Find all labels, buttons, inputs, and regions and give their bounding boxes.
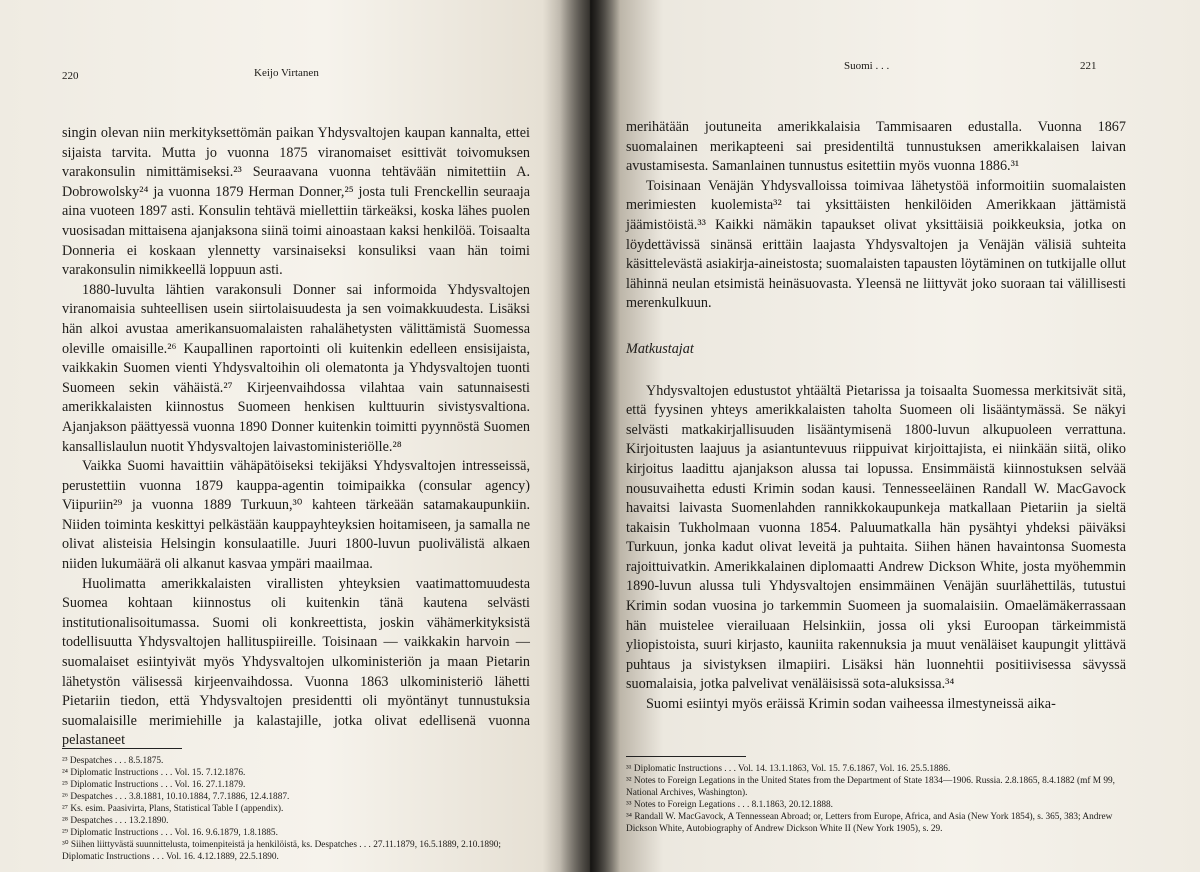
footnotes	[62, 748, 532, 863]
footnote: ³² Notes to Foreign Legations in the United States from the Department of State 1834—1906. Russia. 2.8.1865, 8.4.1882 (mf M 99, National Archives, Washington).	[626, 776, 1115, 798]
footnotes	[626, 756, 1136, 835]
page-number: 221	[1080, 60, 1097, 72]
paragraph: merihätään joutuneita amerikkalaisia Tammisaaren edustalla. Vuonna 1867 suomalainen merikapteeni sai presidentiltä tunnustuksen amerikkalaisen laivan avustamisesta. Samanlainen tunnustus esitettiin myös vuonna 1886.³¹	[626, 119, 1126, 175]
page-number: 220	[62, 70, 79, 82]
footnote-rule	[62, 748, 182, 749]
left-page	[0, 0, 590, 872]
footnote-rule	[626, 756, 746, 757]
body-text	[626, 118, 1126, 715]
footnote: ²³ Despatches . . . 8.5.1875.	[62, 756, 164, 766]
running-head: Keijo Virtanen	[254, 67, 319, 79]
footnote: ²⁵ Diplomatic Instructions . . . Vol. 16. 27.1.1879.	[62, 780, 246, 790]
footnote: ²⁶ Despatches . . . 3.8.1881, 10.10.1884, 7.7.1886, 12.4.1887.	[62, 792, 290, 802]
paragraph: Vaikka Suomi havaittiin vähäpätöiseksi tekijäksi Yhdysvaltojen intresseissä, perustettiin vuonna 1879 kauppa-agentin toimipaikka (consular agency) Viipuriin²⁹ ja vuonna 1889 Turkuun,³⁰ kahteen tärkeään satamakaupunkiin. Niiden toiminta keskittyi pelkästään kauppayhteyksien hoitamiseen, ja samalla ne olivat alisteisia Helsingin konsulaatille. Juuri 1800-luvun puolivälistä alkaen niiden lukumäärä oli alkanut kasvaa ympäri maailmaa.	[62, 458, 530, 573]
section-heading: Matkustajat	[626, 340, 694, 357]
footnote: ³⁰ Siihen liittyvästä suunnittelusta, toimenpiteistä ja henkilöistä, ks. Despatches . . . 27.11.1879, 16.5.1889, 2.10.1890; Diplomatic Instructions . . . Vol. 16. 4.12.1889, 22.5.1890.	[62, 840, 501, 862]
paragraph: Suomi esiintyi myös eräissä Krimin sodan vaiheessa ilmestyneissä aika-	[646, 696, 1056, 713]
footnote: ²⁴ Diplomatic Instructions . . . Vol. 15. 7.12.1876.	[62, 768, 246, 778]
body-text	[62, 124, 530, 751]
footnote: ³⁴ Randall W. MacGavock, A Tennessean Abroad; or, Letters from Europe, Africa, and Asia (New York 1854), s. 365, 383; Andrew Dickson White, Autobiography of Andrew Dickson White II (New York 1905), s. 29.	[626, 812, 1113, 834]
paragraph: Toisinaan Venäjän Yhdysvalloissa toimivaa lähetystöä informoitiin suomalaisten merimiesten kuolemista³² tai yksittäisten henkilöiden Amerikkaan jättämistä jäämistöistä.³³ Kaikki nämäkin tapaukset olivat yksittäisiä poikkeuksia, jotka on löydettävissä sinänsä erittäin laajasta Yhdysvaltojen ja Venäjän välisiä suhteita käsittelevästä asiakirja-aineistosta; suomalaisten tapausten löytäminen on tutkijalle ollut lähinnä neulan etsimistä heinäsuovasta. Yleensä ne liittyvät joko suoraan tai välillisesti merenkulkuun.	[626, 177, 1126, 312]
paragraph: Yhdysvaltojen edustustot yhtäältä Pietarissa ja toisaalta Suomessa merkitsivät sitä, että fyysinen yhteys amerikkalaisten taholta Suomeen oli lisääntymässä. Se näkyi selvästi matkakirjallisuuden lisääntymisenä 1800-luvun alkupuoleen verrattuna. Kirjoitusten laajuus ja asiantuntevuus riippuivat kirjoittajista, ei niinkään siitä, oliko kirjoitus laadittu ajanjakson alussa tai lopussa. Ensimmäistä kiinnostuksen selvää nousuvaihetta edusti Krimin sodan kausi. Tennesseeläinen Randall W. MacGavock havaitsi laivasta Suomenlahden rannikkokaupunkeja matkallaan Pietariin ja sieltä takaisin Tukholmaan vuonna 1854. Paluumatkalla hän pysähtyi yhdeksi päiväksi Turkuun, jonka kadut olivat leveitä ja puhtaita. Siihen hänen havaintonsa Suomesta rajoittuivatkin. Amerikkalainen diplomaatti Andrew Dickson White, josta myöhemmin 1890-luvun alussa tuli Yhdysvaltojen ensimmäinen Venäjän suurlähettiläs, tutustui Krimin sodan vuosina jo tarkemmin Suomeen ja suomalaisiin. Omaelämäkerrassaan hän muistelee vierailuaan Helsinkiin, jossa oli yksi Euroopan tärkeimmistä yliopistoista, suuri kirjasto, kauniita rakennuksia ja muut venäläiset kaupungit ylittävä puhtaus ja sivistyksen ilmapiiri. Lisäksi hän luonnehtii positiivisessa sävyssä suomalaisia, jotka palvelivat venäläisissä sota-aluksissa.³⁴	[626, 382, 1126, 693]
footnote: ²⁸ Despatches . . . 13.2.1890.	[62, 816, 169, 826]
running-head: Suomi . . .	[844, 60, 890, 72]
paragraph: Huolimatta amerikkalaisten virallisten yhteyksien vaatimattomuudesta Suomea kohtaan kiinnostus oli kuitenkin tänä kautena selvästi institutionalisoitumassa. Suomi oli konkreettista, joskin vähämerkityksistä todellisuutta Yhdysvaltojen hallituspiireille. Toisinaan — vaikkakin harvoin — suomalaiset esiintyivät myös Yhdysvaltojen ulkoministeriön ja maan Pietarin lähetystön välisessä kirjeenvaihdossa. Vuonna 1863 ulkoministeriö lähetti Pietariin tiedon, että Yhdysvaltojen presidentti oli myöntänyt tunnustuksia suomalaisille merimiehille ja kalastajille, jotka olivat edellisenä vuonna pelastaneet	[62, 575, 530, 749]
footnote: ²⁷ Ks. esim. Paasivirta, Plans, Statistical Table I (appendix).	[62, 804, 284, 814]
footnote: ³¹ Diplomatic Instructions . . . Vol. 14. 13.1.1863, Vol. 15. 7.6.1867, Vol. 16. 25.5.1886.	[626, 764, 951, 774]
right-page	[590, 0, 1200, 872]
footnote: ³³ Notes to Foreign Legations . . . 8.1.1863, 20.12.1888.	[626, 800, 833, 810]
paragraph: singin olevan niin merkityksettömän paikan Yhdysvaltojen kaupan kannalta, ettei sijaista tarvita. Mutta jo vuonna 1875 viranomaiset esittivät toivomuksen varakonsulin nimittämiseksi.²³ Seuraavana vuonna tehtävään nimitettiin A. Dobrowolsky²⁴ ja vuonna 1879 Herman Donner,²⁵ josta tuli Frenckellin seuraaja aina vuoteen 1897 asti. Konsulin tehtävä miellettiin tärkeäksi, koska lähes puolen vuosisadan mittaisena ajanjaksona siinä toimi ainoastaan kaksi henkilöä. Toisaalta Donneria ei koskaan ylennetty varsinaiseksi konsuliksi vaan hän toimi varakonsulin nimikkeellä loppuun asti.	[62, 125, 530, 279]
paragraph: 1880-luvulta lähtien varakonsuli Donner sai informoida Yhdysvaltojen viranomaisia suhteellisen usein siirtolaisuudesta ja sen voimakkuudesta. Lisäksi hän alkoi avustaa amerikansuomalaisten rahalähetysten välittämistä Suomessa oleville omaisille.²⁶ Kaupallinen raportointi oli kuitenkin edelleen ensisijaista, vaikkakin Suomen vienti Yhdysvaltoihin oli olematonta ja Yhdysvaltojen tuonti Suomeen sekin vähäistä.²⁷ Kirjeenvaihdossa vilahtaa vain satunnaisesti amerikkalaisten kiinnostus Suomeen henkisen kulttuurin sivistysvaltiona. Ajanjakson päättyessä vuonna 1890 Donner kuitenkin toimitti pyynnöstä Suomen kansallislaulun nuotit Yhdysvaltojen laivastoministeriölle.²⁸	[62, 281, 530, 455]
footnote: ²⁹ Diplomatic Instructions . . . Vol. 16. 9.6.1879, 1.8.1885.	[62, 828, 278, 838]
